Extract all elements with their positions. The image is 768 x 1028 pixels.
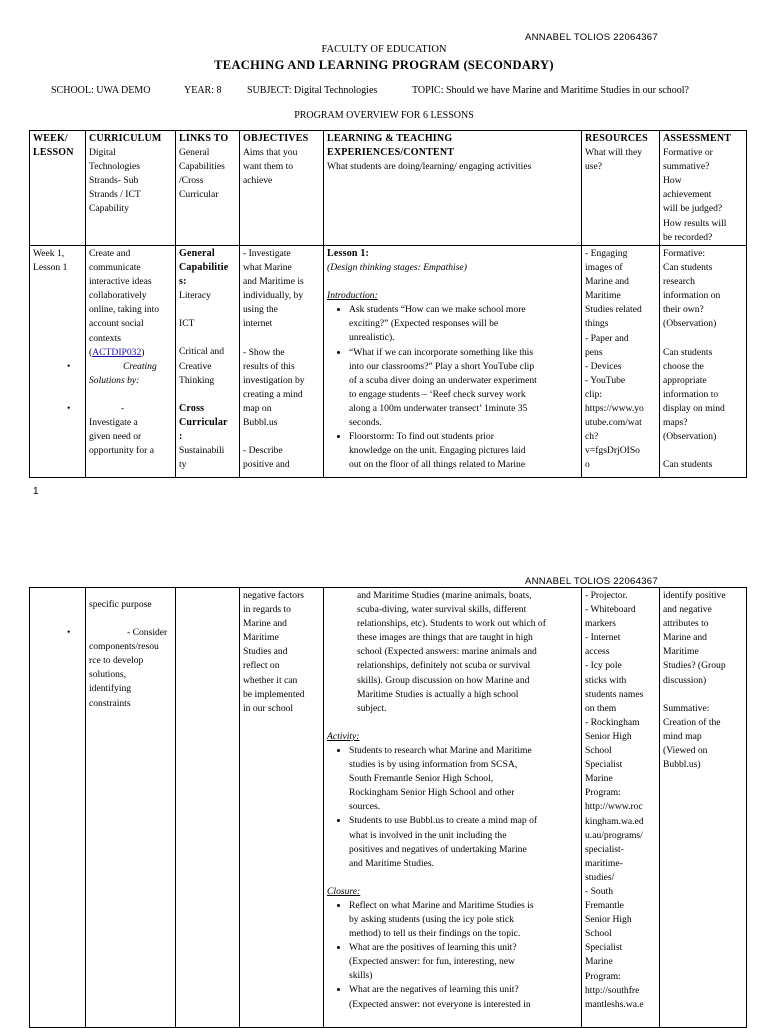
activity-list — [327, 744, 579, 871]
header-curriculum: CURRICULUM Digital Technologies Strands- Sub Strands / ICT Capability — [86, 131, 176, 246]
intro-continued: and Maritime Studies (marine animals, boats, scuba-diving, water survival skills, different relationships, etc). Students to work out which of these images are things that are taught in high school (Expected answers: marine animals and relationships, definitely not scuba or survival skills). Group discussion on how Marine and Maritime Studies is actually a high school subject. — [357, 590, 546, 714]
closure-list — [327, 899, 579, 1012]
bullet-icon: • — [67, 402, 71, 414]
program-title: TEACHING AND LEARNING PROGRAM (SECONDARY) — [214, 58, 554, 72]
header-objectives: OBJECTIVES Aims that you want them to achieve — [240, 131, 324, 246]
bullet-icon: • — [67, 627, 71, 639]
header-assessment: ASSESSMENT Formative or summative? How achievement will be judged? How results will be recorded? — [660, 131, 747, 246]
list-item: • Reflect on what Marine and Maritime Studies is by asking students (using the icy pole stick method) to tell us their findings on the topic. — [349, 899, 579, 941]
author-header-page2: ANNABEL TOLIOS 22064367 — [525, 576, 658, 587]
cell-objectives: negative factors in regards to Marine and Maritime Studies and reflect on whether it can be implemented in our school — [240, 588, 324, 1028]
list-item: • Floorstorm: To find out students prior knowledge on the unit. Engaging pictures laid out on the floor of all things related to Marine — [349, 430, 579, 472]
header-resources: RESOURCES What will they use? — [582, 131, 660, 246]
cell-objectives: - Investigate what Marine and Maritime is individually, by using the internet - Show the results of this investigation by creating a mind map on Bubbl.us - Describe positive and — [240, 246, 324, 478]
cell-links — [176, 588, 240, 1028]
table-row-week1 — [30, 246, 747, 478]
cell-assessment: Formative: Can students research information on their own? (Observation) Can students choose the appropriate information to display on mind maps? (Observation) Can students — [660, 246, 747, 478]
list-item: • Ask students “How can we make school more exciting?” (Expected responses will be unrealistic). — [349, 303, 579, 345]
table-header-row — [30, 131, 747, 246]
page-number: 1 — [33, 486, 39, 497]
school-label: SCHOOL: UWA DEMO — [51, 85, 151, 96]
table-row-week1-cont — [30, 588, 747, 1028]
cell-assessment: identify positive and negative attributes to Marine and Maritime Studies? (Group discussion) Summative: Creation of the mind map (Viewed on Bubbl.us) — [660, 588, 747, 1028]
year-label: YEAR: 8 — [184, 85, 222, 96]
cell-learning: Lesson 1: (Design thinking stages: Empathise) Introduction: • Ask students “How can we make school more exciting?” (Expected responses will be unrealistic). • “What if we can incorporate something like this into our classrooms?” Play a short YouTube clip of a scuba diver doing an underwater experiment to engage students – ‘Reef check survey work along a 100m underwater transect’ 1minute 35 seconds. • Floorstorm: To find out students prior knowledge on the unit. Engaging pictures laid out on the floor of all things related to Marine — [324, 246, 582, 478]
list-item: • What are the positives of learning this unit? (Expected answer: for fun, interesting, new skills) — [349, 941, 579, 983]
cell-week — [30, 588, 86, 1028]
faculty-title: FACULTY OF EDUCATION — [321, 44, 447, 55]
author-header: ANNABEL TOLIOS 22064367 — [525, 32, 658, 43]
cell-resources: - Engaging images of Marine and Maritime Studies related things - Paper and pens - Devices - YouTube clip: https://www.yo utube.com/wat ch? v=fgsDrjOISo o — [582, 246, 660, 478]
cell-links: General Capabilitie s: Literacy ICT Critical and Creative Thinking Cross Curricular : Sustainabili ty — [176, 246, 240, 478]
header-links: LINKS TO General Capabilities /Cross Curricular — [176, 131, 240, 246]
cell-resources: - Projector. - Whiteboard markers - Internet access - Icy pole sticks with students names on them - Rockingham Senior High School Specialist Marine Program: http://www.roc kingham.wa.ed u.au/programs/ specialist- maritime- studies/ - South Fremantle Senior High School Specialist Marine Program: http://southfre mantleshs.wa.e — [582, 588, 660, 1028]
cell-curriculum: specific purpose • - Consider components/resou rce to develop solutions, identifying constraints — [86, 588, 176, 1028]
header-week: WEEK/ LESSON — [30, 131, 86, 246]
program-table-page1 — [29, 130, 747, 478]
header-learning: LEARNING & TEACHING EXPERIENCES/CONTENT What students are doing/learning/ engaging activities — [324, 131, 582, 246]
curriculum-code-link[interactable]: ACTDIP032 — [92, 346, 142, 358]
subject-label: SUBJECT: Digital Technologies — [247, 85, 378, 96]
overview-label: PROGRAM OVERVIEW FOR 6 LESSONS — [294, 110, 474, 121]
bullet-icon: • — [67, 360, 71, 372]
list-item: • “What if we can incorporate something like this into our classrooms?” Play a short YouTube clip of a scuba diver doing an underwater experiment to engage students – ‘Reef check survey work along a 100m underwater transect’ 1minute 35 seconds. — [349, 346, 579, 431]
cell-curriculum: Create and communicate interactive ideas collaboratively online, taking into account social contexts (ACTDIP032) • Creating Solutions by: • - Investigate a given need or opportunity for a — [86, 246, 176, 478]
list-item: • Students to use Bubbl.us to create a mind map of what is involved in the unit including the positives and negatives of undertaking Marine and Maritime Studies. — [349, 814, 579, 870]
cell-learning: and Maritime Studies (marine animals, boats, scuba-diving, water survival skills, different relationships, etc). Students to work out which of these images are things that are taught in high school (Expected answers: marine animals and relationships, definitely not scuba or survival skills). Group discussion on how Marine and Maritime Studies is actually a high school subject. Activity: • Students to research what Marine and Maritime studies is by using information from SCSA, South Fremantle Senior High School, Rockingham Senior High School and other sources. • Students to use Bubbl.us to create a mind map of what is involved in the unit including the positives and negatives of undertaking Marine and Maritime Studies. Closure: • Reflect on what Marine and Maritime Studies is by asking students (using the icy pole stick method) to tell us their findings on the topic. • What are the positives of learning this unit? (Expected answer: for fun, interesting, new skills) • What are the negatives of learning this unit? (Expected answer: not everyone is interested in — [324, 588, 582, 1028]
topic-label: TOPIC: Should we have Marine and Maritime Studies in our school? — [412, 85, 689, 96]
intro-list — [327, 303, 579, 472]
list-item: • What are the negatives of learning this unit? (Expected answer: not everyone is interested in — [349, 983, 579, 1011]
list-item: • Students to research what Marine and Maritime studies is by using information from SCSA, South Fremantle Senior High School, Rockingham Senior High School and other sources. — [349, 744, 579, 814]
program-table-page2 — [29, 587, 747, 1028]
cell-week: Week 1, Lesson 1 — [30, 246, 86, 478]
